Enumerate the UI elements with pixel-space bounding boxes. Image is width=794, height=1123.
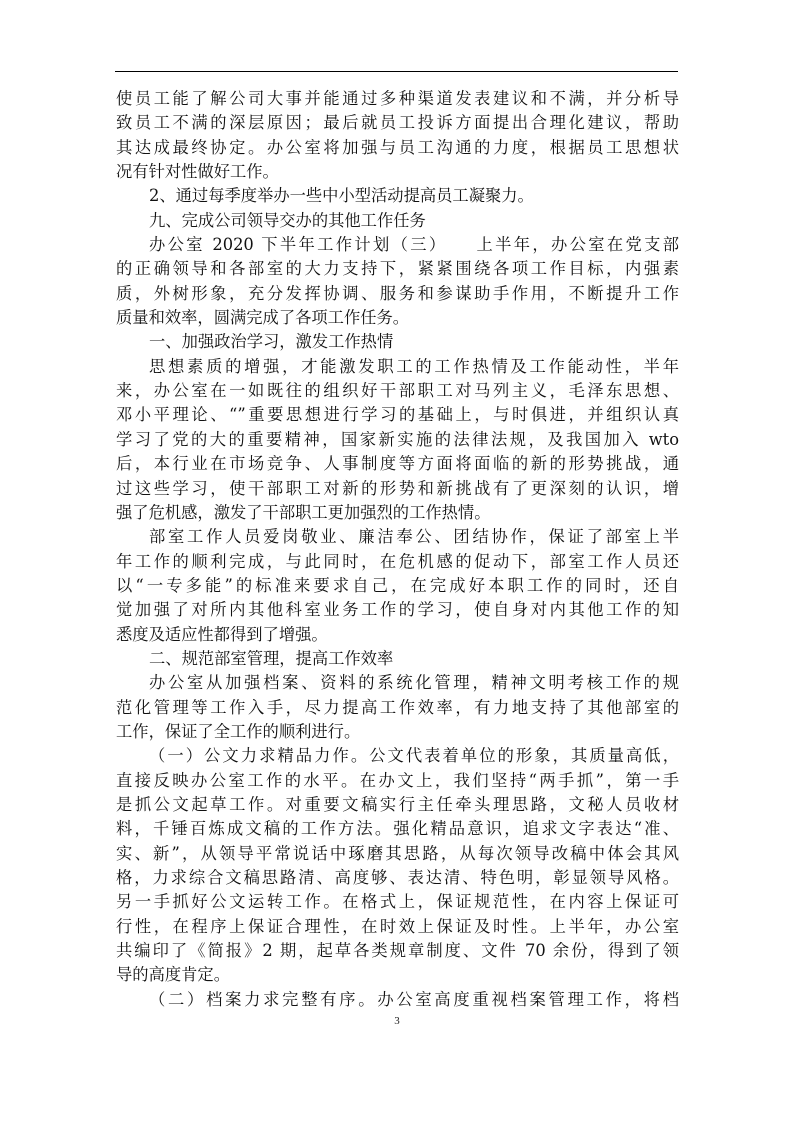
text-line: 来，办公室在一如既往的组织好干部职工对马列主义，毛泽东思想、: [116, 381, 679, 401]
text-line: （二）档案力求完整有序。办公室高度重视档案管理工作，将档: [149, 989, 679, 1009]
header-rule: [115, 71, 678, 72]
text-line: 思想素质的增强，才能激发职工的工作热情及工作能动性，半年: [149, 356, 679, 376]
text-line: 另一手抓好公文运转工作。在格式上，保证规范性，在内容上保证可: [116, 892, 679, 912]
text-line: 强了危机感，激发了干部职工更加强烈的工作热情。: [116, 502, 491, 522]
document-body: [116, 87, 679, 1012]
text-line: 共编印了《简报》2 期，起草各类规章制度、文件 70 余份，得到了领: [116, 941, 679, 961]
text-line: 行性，在程序上保证合理性，在时效上保证及时性。上半年，办公室: [116, 916, 679, 936]
text-line: 质，外树形象，充分发挥协调、服务和参谋助手作用，不断提升工作: [116, 283, 679, 303]
text-line: 办公室从加强档案、资料的系统化管理，精神文明考核工作的规: [149, 673, 679, 693]
text-line: 工作，保证了全工作的顺利进行。: [116, 721, 361, 741]
text-line: 过这些学习，使干部职工对新的形势和新挑战有了更深刻的认识，增: [116, 478, 679, 498]
text-line: 学习了党的大的重要精神，国家新实施的法律法规，及我国加入 wto: [116, 429, 679, 449]
text-line: 料，千锤百炼成文稿的工作方法。强化精品意识，追求文字表达“准、: [116, 819, 679, 839]
text-line: 后，本行业在市场竞争、人事制度等方面将面临的新的形势挑战，通: [116, 454, 679, 474]
text-line: 致员工不满的深层原因；最后就员工投诉方面提出合理化建议，帮助: [116, 113, 679, 133]
text-line: 格，力求综合文稿思路清、高度够、表达清、特色明，彰显领导风格。: [116, 868, 679, 887]
text-line: （一）公文力求精品力作。公文代表着单位的形象，其质量高低，: [149, 746, 679, 766]
text-line: 其达成最终协定。办公室将加强与员工沟通的力度，根据员工思想状: [116, 137, 679, 157]
text-line: 直接反映办公室工作的水平。在办文上，我们坚持“两手抓”，第一手: [116, 770, 679, 790]
text-line: 的正确领导和各部室的大力支持下，紧紧围绕各项工作目标，内强素: [116, 259, 679, 279]
text-line: 质量和效率，圆满完成了各项工作任务。: [116, 308, 410, 328]
text-line: 邓小平理论、“”重要思想进行学习的基础上，与时俱进，并组织认真: [116, 405, 679, 425]
text-line: 使员工能了解公司大事并能通过多种渠道发表建议和不满，并分析导: [116, 89, 679, 108]
text-line: 年工作的顺利完成，与此同时，在危机感的促动下，部室工作人员还: [116, 551, 679, 571]
page-number: 3: [394, 1015, 400, 1027]
text-line: 况有针对性做好工作。: [116, 162, 279, 182]
text-line: 2、通过每季度举办一些中小型活动提高员工凝聚力。: [149, 186, 534, 206]
text-line: 导的高度肯定。: [116, 965, 230, 985]
text-line: 悉度及适应性都得到了增强。: [116, 624, 328, 644]
text-line: 觉加强了对所内其他科室业务工作的学习，使自身对内其他工作的知: [116, 600, 679, 620]
text-line: 范化管理等工作入手，尽力提高工作效率，有力地支持了其他部室的: [116, 697, 679, 717]
text-line: 以“一专多能”的标准来要求自己，在完成好本职工作的同时，还自: [116, 575, 679, 595]
text-line: 一、加强政治学习，激发工作热情: [149, 332, 394, 352]
text-line: 办公室 2020 下半年工作计划（三） 上半年，办公室在党支部: [149, 235, 679, 255]
text-line: 部室工作人员爱岗敬业、廉洁奉公、团结协作，保证了部室上半: [149, 527, 679, 547]
text-line: 实、新”，从领导平常说话中琢磨其思路，从每次领导改稿中体会其风: [116, 843, 679, 863]
text-line: 二、规范部室管理，提高工作效率: [149, 648, 394, 668]
text-line: 是抓公文起草工作。对重要文稿实行主任牵头理思路，文秘人员收材: [116, 794, 679, 814]
text-line: 九、完成公司领导交办的其他工作任务: [149, 210, 426, 230]
